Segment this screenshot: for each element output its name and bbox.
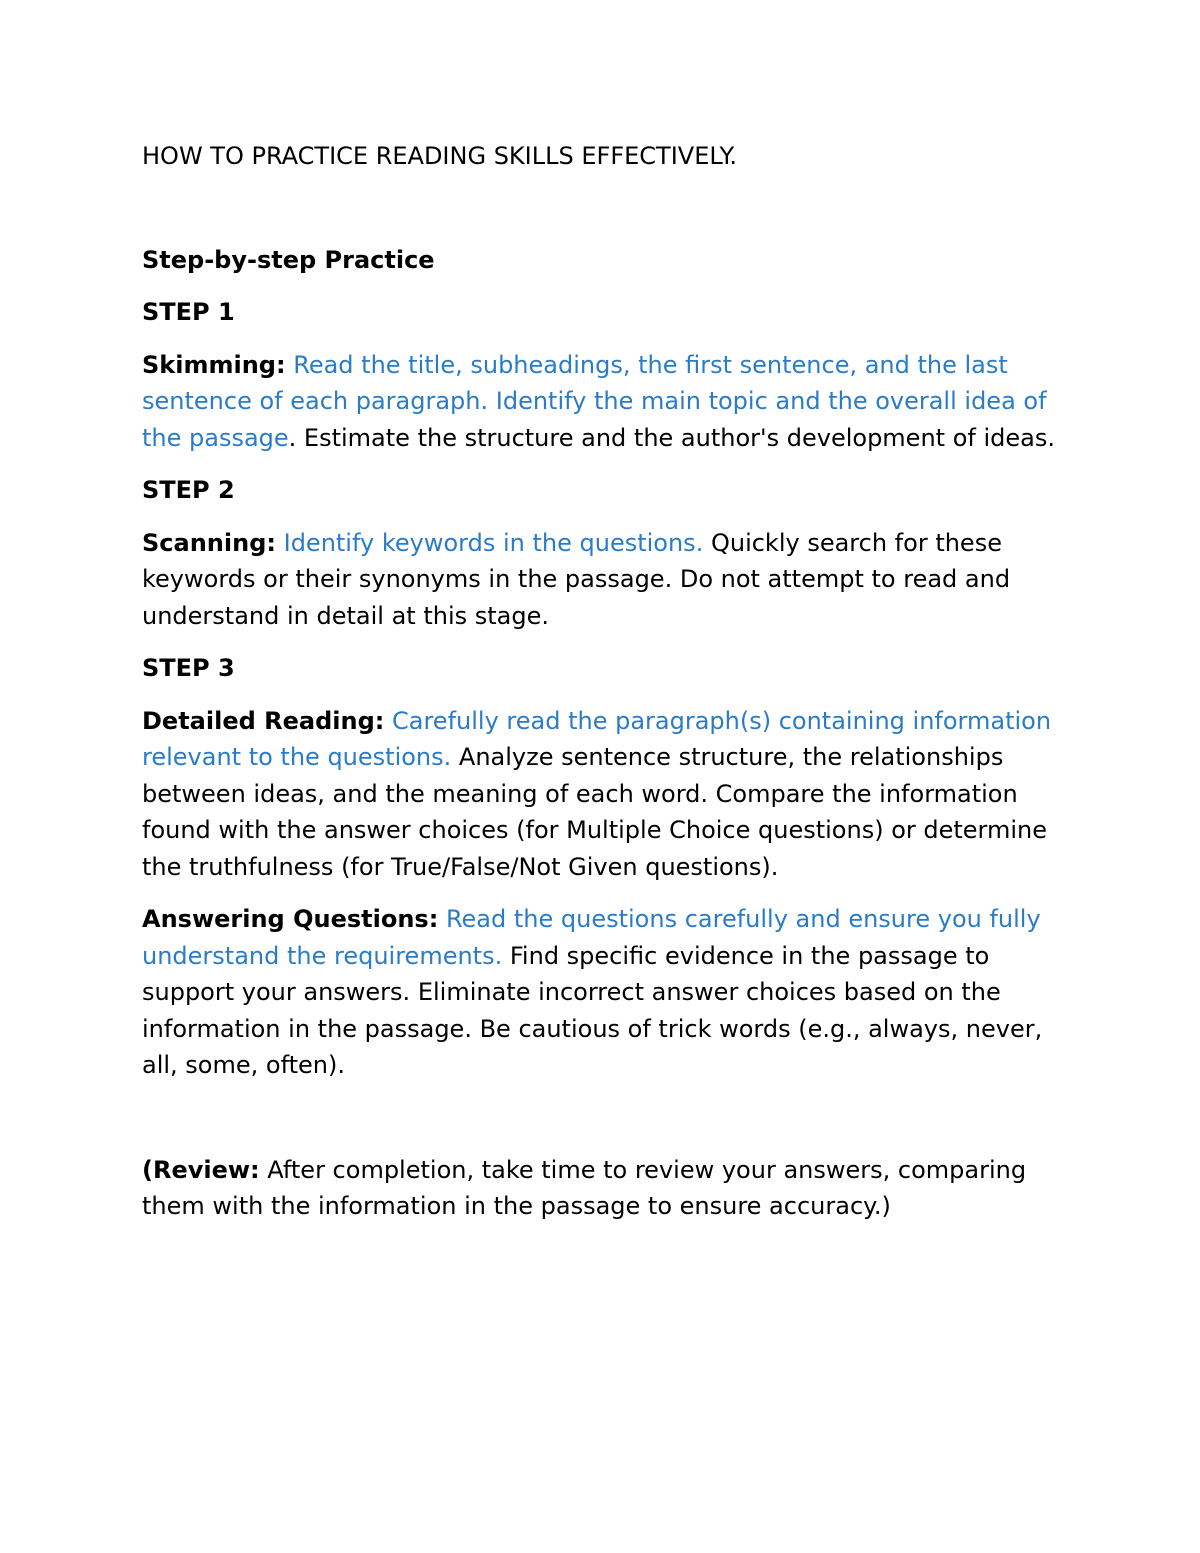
answering-highlight: Read the questions carefully and ensure you fully understand the requirements. <box>142 905 1041 970</box>
step1-paragraph <box>142 347 1072 457</box>
document-title: HOW TO PRACTICE READING SKILLS EFFECTIVELY. <box>142 142 737 170</box>
review-text: After completion, take time to review your answers, comparing them with the information in the passage to ensure accuracy.) <box>142 1155 1027 1220</box>
step2-term: Scanning: <box>142 528 276 557</box>
step2-text: Quickly search for these keywords or their synonyms in the passage. Do not attempt to read and understand in detail at this stage. <box>142 528 1011 630</box>
step3-paragraph <box>142 703 1072 886</box>
step2-paragraph <box>142 525 1072 635</box>
answering-paragraph <box>142 901 1072 1084</box>
review-paragraph <box>142 1152 1072 1225</box>
answering-term: Answering Questions: <box>142 905 439 933</box>
answering-text: Find specific evidence in the passage to support your answers. Eliminate incorrect answer choices based on the information in the passage. Be cautious of trick words (e.g., always, never, all, some, often). <box>142 941 1043 1079</box>
step1-text: . Estimate the structure and the author's development of ideas. <box>288 423 1055 452</box>
step3-label: STEP 3 <box>142 654 235 682</box>
step3-term: Detailed Reading: <box>142 706 385 735</box>
step2-label: STEP 2 <box>142 476 235 504</box>
step3-text: Analyze sentence structure, the relationships between ideas, and the meaning of each word. Compare the information found with the answer choices (for Multiple Choice questions) or determine the truthfulness (for True/False/Not Given questions). <box>142 743 1048 881</box>
section-heading: Step-by-step Practice <box>142 245 435 274</box>
document-page <box>142 138 1072 1241</box>
step2-highlight: Identify keywords in the questions. <box>283 528 704 557</box>
step1-term: Skimming: <box>142 350 286 379</box>
review-term: (Review: <box>142 1155 260 1184</box>
step1-highlight: Read the title, subheadings, the first sentence, and the last sentence of each paragraph. Identify the main topic and the overall idea of the passage <box>142 350 1047 452</box>
step3-highlight: Carefully read the paragraph(s) containing information relevant to the questions. <box>142 706 1052 771</box>
step1-label: STEP 1 <box>142 298 235 326</box>
